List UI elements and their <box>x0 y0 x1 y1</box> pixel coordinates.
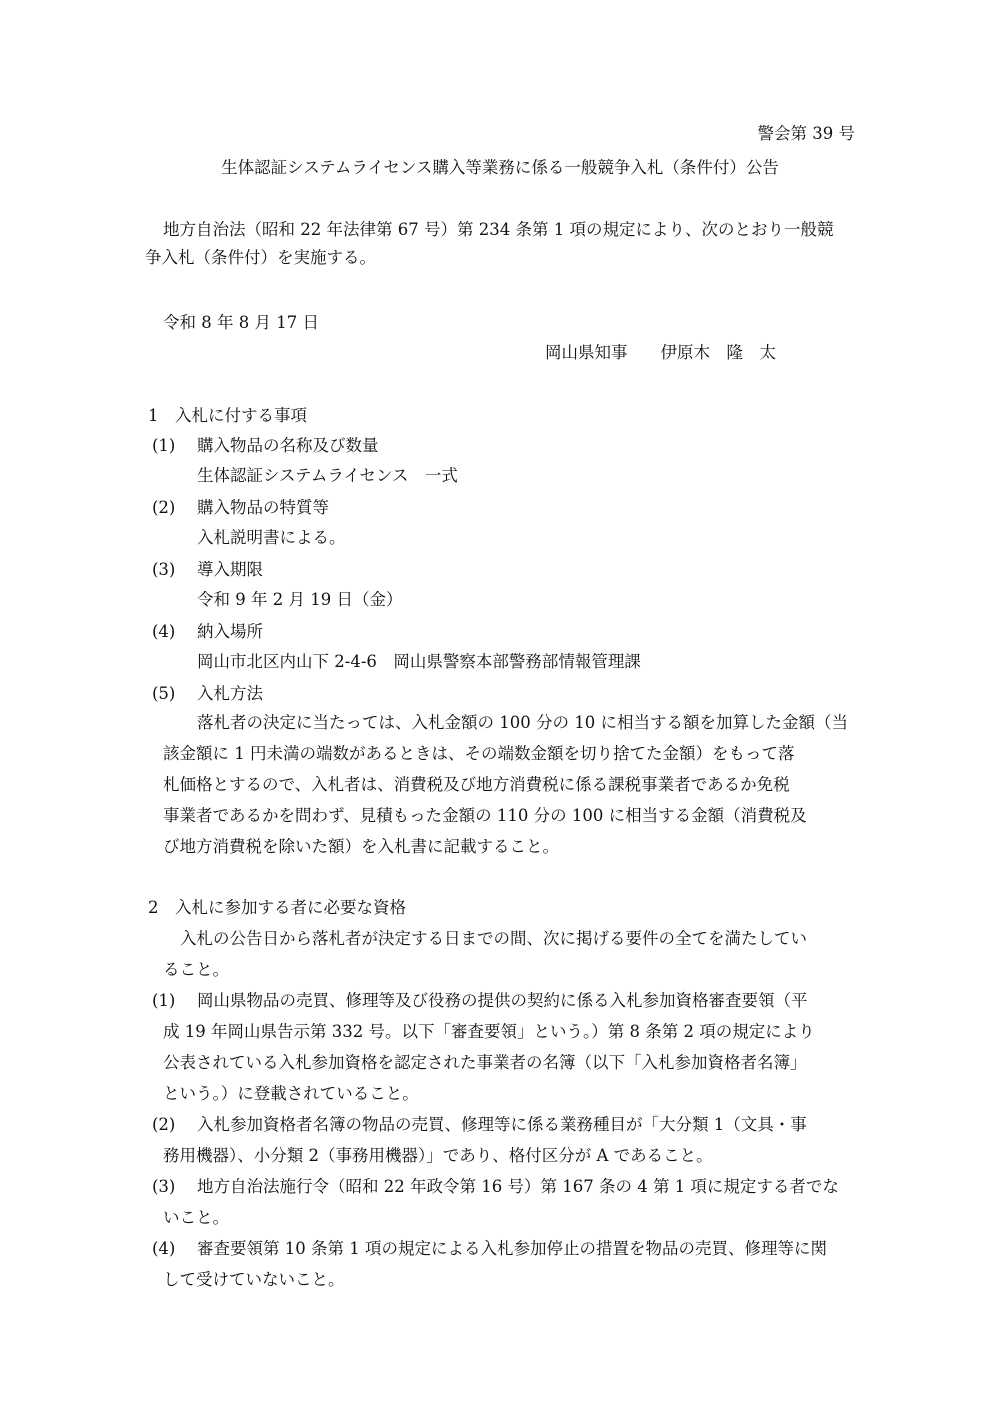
item-body: 該金額に 1 円未満の端数があるときは、その端数金額を切り捨てた金額）をもって落 <box>163 744 795 763</box>
item-number: (3) <box>152 1177 176 1196</box>
item-text: して受けていないこと。 <box>163 1270 345 1289</box>
item-number: (1) <box>152 436 176 455</box>
item-body: 札価格とするので、入札者は、消費税及び地方消費税に係る課税事業者であるか免税 <box>163 775 790 794</box>
item-title: 導入期限 <box>197 560 263 579</box>
section-2-heading: 2 入札に参加する者に必要な資格 <box>148 898 406 917</box>
item-body: 岡山市北区内山下 2-4-6 岡山県警察本部警務部情報管理課 <box>197 652 641 671</box>
item-number: (2) <box>152 1115 176 1134</box>
item-text: いこと。 <box>163 1208 229 1227</box>
item-text: 審査要領第 10 条第 1 項の規定による入札参加停止の措置を物品の売買、修理等に関 <box>197 1239 827 1258</box>
item-text: という。）に登載されていること。 <box>163 1084 419 1103</box>
item-title: 入札方法 <box>197 684 263 703</box>
item-title: 購入物品の名称及び数量 <box>197 436 379 455</box>
item-text: 成 19 年岡山県告示第 332 号。以下「審査要領」という。）第 8 条第 2 項の規定により <box>163 1022 815 1041</box>
issuer-name: 岡山県知事 伊原木 隆 太 <box>545 343 776 362</box>
item-text: 公表されている入札参加資格を認定された事業者の名簿（以下「入札参加資格者名簿」 <box>163 1053 807 1072</box>
item-text: 入札参加資格者名簿の物品の売買、修理等に係る業務種目が「大分類 1（文具・事 <box>197 1115 807 1134</box>
item-text: 地方自治法施行令（昭和 22 年政令第 16 号）第 167 条の 4 第 1 項に規定する者でな <box>197 1177 839 1196</box>
item-number: (3) <box>152 560 176 579</box>
item-body: 入札説明書による。 <box>197 528 346 547</box>
item-title: 購入物品の特質等 <box>197 498 329 517</box>
item-text: 岡山県物品の売買、修理等及び役務の提供の契約に係る入札参加資格審査要領（平 <box>197 991 808 1010</box>
item-body: 落札者の決定に当たっては、入札金額の 100 分の 10 に相当する額を加算した金額（当 <box>197 713 848 732</box>
document-title: 生体認証システムライセンス購入等業務に係る一般競争入札（条件付）公告 <box>221 158 779 177</box>
item-title: 納入場所 <box>197 622 263 641</box>
item-body: び地方消費税を除いた額）を入札書に記載すること。 <box>163 837 559 856</box>
intro-line-1: 地方自治法（昭和 22 年法律第 67 号）第 234 条第 1 項の規定により、次のとおり一般競 <box>163 220 834 239</box>
document-number: 警会第 39 号 <box>757 124 855 143</box>
item-body: 生体認証システムライセンス 一式 <box>197 466 458 485</box>
intro-line-2: 争入札（条件付）を実施する。 <box>145 248 376 267</box>
issue-date: 令和 8 年 8 月 17 日 <box>163 313 319 332</box>
item-number: (5) <box>152 684 176 703</box>
section-2-intro: 入札の公告日から落札者が決定する日までの間、次に掲げる要件の全てを満たしてい <box>180 929 807 948</box>
item-text: 務用機器）、小分類 2（事務用機器）」であり、格付区分が A であること。 <box>163 1146 713 1165</box>
item-body: 事業者であるかを問わず、見積もった金額の 110 分の 100 に相当する金額（消費税及 <box>163 806 807 825</box>
item-body: 令和 9 年 2 月 19 日（金） <box>197 590 403 609</box>
item-number: (4) <box>152 622 176 641</box>
section-1-heading: 1 入札に付する事項 <box>148 406 307 425</box>
item-number: (1) <box>152 991 176 1010</box>
section-2-intro: ること。 <box>163 960 229 979</box>
item-number: (2) <box>152 498 176 517</box>
item-number: (4) <box>152 1239 176 1258</box>
